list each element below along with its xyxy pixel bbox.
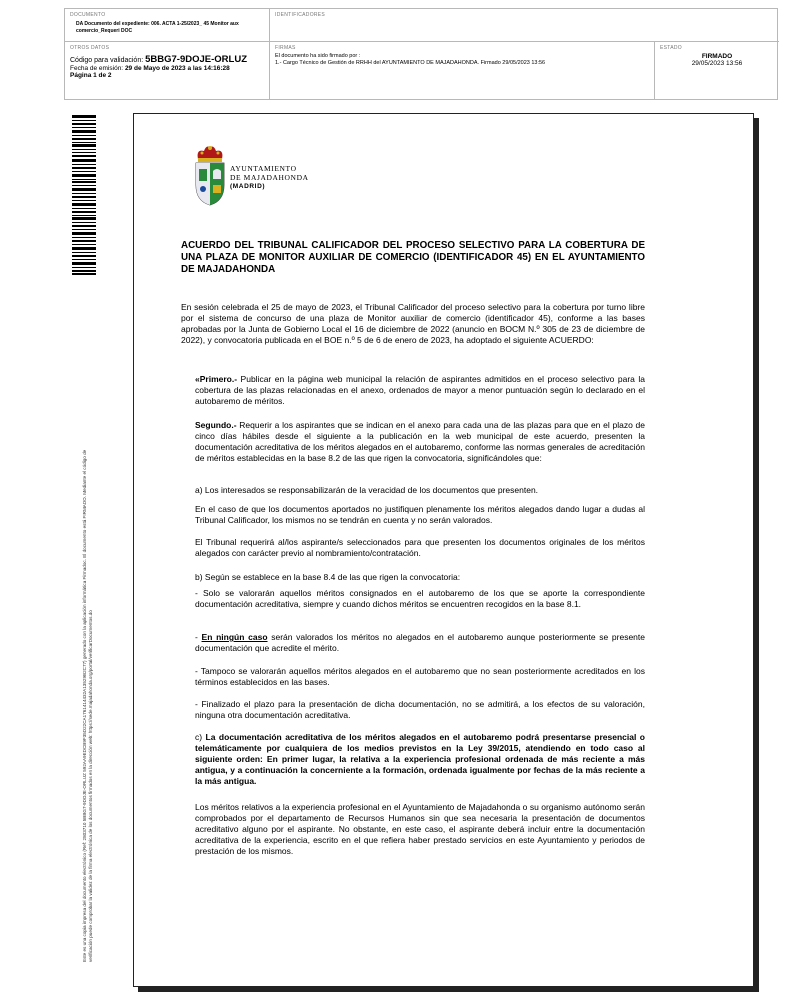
side-text-line2: verificación puede comprobar la validez de la firma electrónica de los documentos firmados en la dirección web: https://sede.majadahonda.org/portal/verificarDocumentos.do (87, 610, 93, 962)
otros-label: OTROS DATOS (70, 45, 110, 51)
b2-underlined: En ningún caso (201, 632, 268, 642)
codigo-validacion (70, 54, 264, 65)
c-bold-text: La documentación acreditativa de los méritos alegados en el autobaremo podrá presentarse presencial o telemáticamente por cualquiera de los medios previstos en la Ley 39/2015, atendiendo en todo caso al siguiente orden: En primer lugar, la relativa a la experiencia profesional ordenada de más reciente a más antigua, y a continuación la concerniente a la formación, ordenada igualmente por fechas de la más reciente a la más antigua. (195, 732, 645, 786)
point-b2 (195, 632, 645, 654)
codigo-value: 5BBG7-9DOJE-ORLUZ (145, 54, 247, 65)
document-title: ACUERDO DEL TRIBUNAL CALIFICADOR DEL PROCESO SELECTIVO PARA LA COBERTURA DE UNA PLAZA DE MONITOR AUXILIAR DE COMERCIO (IDENTIFICADOR 45) EN EL AYUNTAMIENTO DE MAJADAHONDA (181, 240, 645, 275)
identificadores-cell (270, 9, 779, 42)
estado-value: FIRMADO (701, 53, 733, 60)
pagina: Página 1 de 2 (70, 72, 112, 79)
intro-paragraph: En sesión celebrada el 25 de mayo de 2023, el Tribunal Calificador del proceso selectivo para la cobertura por turno libre por el sistema de concurso de una plaza de Monitor auxiliar de comercio (identificador 45), conforme a las bases aprobadas por la Junta de Gobierno Local el 16 de diciembre de 2022 (anuncio en BOCM N.º 305 de 23 de diciembre de 2022), y convocatoria publicada en el BOE n.º 5 de 6 de enero de 2023, ha adoptado el siguiente ACUERDO: (181, 302, 645, 345)
c-prefix: c) (195, 732, 206, 742)
segundo-heading: Segundo.- (195, 420, 237, 430)
firmas-label: FIRMAS (275, 45, 296, 51)
point-b3: - Tampoco se valorarán aquellos méritos alegados en el autobaremo que no sean posteriormente acreditados en los términos establecidos en las bases. (195, 666, 645, 687)
point-c (195, 732, 645, 787)
fecha-emision (70, 65, 264, 72)
segundo-paragraph (195, 420, 645, 464)
codigo-prefix: Código para validación: (70, 57, 144, 64)
firmas-line1: El documento ha sido firmado por : (275, 53, 361, 59)
logo-line1: AYUNTAMIENTO (230, 164, 297, 173)
point-a: a) Los interesados se responsabilizarán de la veracidad de los documentos que presenten. (195, 485, 539, 495)
fecha-value: 29 de Mayo de 2023 a las 14:16:28 (124, 65, 230, 72)
documento-value: DA Documento del expediente: 006. ACTA 1-25/2023_ 45 Monitor aux comercio_Requeri DOC (76, 21, 239, 34)
point-b4: - Finalizado el plazo para la presentación de dicha documentación, no se admitirá, a los efectos de su valoración, ninguna otra documentación acreditativa. (195, 699, 645, 720)
firmas-cell (270, 42, 655, 99)
identificadores-label: IDENTIFICADORES (275, 12, 326, 18)
logo-line3: (MADRID) (230, 183, 266, 190)
page-shadow-right (754, 118, 759, 992)
estado-cell (655, 42, 779, 99)
otros-datos-cell (65, 42, 270, 99)
b2-text: serán valorados los méritos no alegados en el autobaremo aunque posteriormente se presente documentación que acredite el mérito. (195, 632, 646, 653)
side-text-line1: Este es una copia impresa del documento electrónico (Ref: 2803710 5BBG7-9DOJE-ORLUZ 592AA9EDCB9F35D22CA1761414432A13529B2C77) generado con la aplicación informática Firmadoc. El documento está FIRMADO. Mediante el código de (82, 449, 87, 962)
segundo-text: Requerir a los aspirantes que se indican en el anexo para cada una de las plazas para que en el plazo de cinco días hábiles desde el siguiente a la publicación en la web municipal de este acuerdo, presenten la documentación acreditativa de los méritos alegados en el autobaremo, conforme las normas generales de acreditación de méritos establecidas en la base 8.2 de las que rigen la convocatoria, significándoles que: (195, 420, 645, 463)
b2-prefix: - (195, 632, 202, 642)
fecha-prefix: Fecha de emisión: (70, 65, 124, 72)
verification-side-text (82, 450, 93, 962)
municipality-logo-text (230, 164, 309, 191)
logo-line2: DE MAJADAHONDA (230, 173, 309, 182)
estado-date: 29/05/2023 13:56 (691, 60, 743, 67)
documento-label: DOCUMENTO (70, 12, 106, 18)
primero-paragraph (195, 374, 645, 407)
documents-paragraph: En el caso de que los documentos aportados no justifiquen plenamente los méritos alegados dando lugar a dudas al Tribunal Calificador, los mismos no se tendrán en cuenta y no serán valorados. (195, 504, 645, 525)
primero-heading: «Primero.- (195, 374, 238, 384)
documento-cell (65, 9, 270, 42)
page-shadow-bottom (138, 987, 759, 992)
point-b: b) Según se establece en la base 8.4 de las que rigen la convocatoria: (195, 572, 461, 582)
point-b1: - Solo se valorarán aquellos méritos consignados en el autobaremo de los que se aporte la correspondiente documentación acreditativa, siempre y cuando dichos méritos se encuentren recogidos en la base 8.1. (195, 588, 645, 609)
barcode (72, 115, 96, 275)
tribunal-paragraph: El Tribunal requerirá al/los aspirante/s seleccionados para que presenten los documentos originales de los méritos alegados con carácter previo al nombramiento/contratación. (195, 537, 645, 558)
primero-text: Publicar en la página web municipal la relación de aspirantes admitidos en el proceso selectivo para la cobertura de las plazas relacionadas en el anexo, ordenados de mayor a menor puntuación según lo declarado en el autobaremo de méritos. (195, 374, 645, 406)
document-header (64, 8, 778, 100)
final-paragraph: Los méritos relativos a la experiencia profesional en el Ayuntamiento de Majadahonda o su organismo autónomo serán comprobados por el departamento de Recursos Humanos sin que sea necesaria la presentación de documentos acreditativo alguno por el aspirante. No obstante, en este caso, el aspirante deberá incluir entre la documentación acreditativa de la experiencia, escrito en el que refiera haber prestado servicios en este Ayuntamiento y periodos de prestación de los mismos. (195, 802, 645, 856)
coat-of-arms-icon (192, 145, 228, 207)
estado-label: ESTADO (660, 45, 682, 51)
firmas-line2: 1.- Cargo Técnico de Gestión de RRHH del AYUNTAMIENTO DE MAJADAHONDA. Firmado 29/05/2023 13:56 (275, 60, 546, 66)
